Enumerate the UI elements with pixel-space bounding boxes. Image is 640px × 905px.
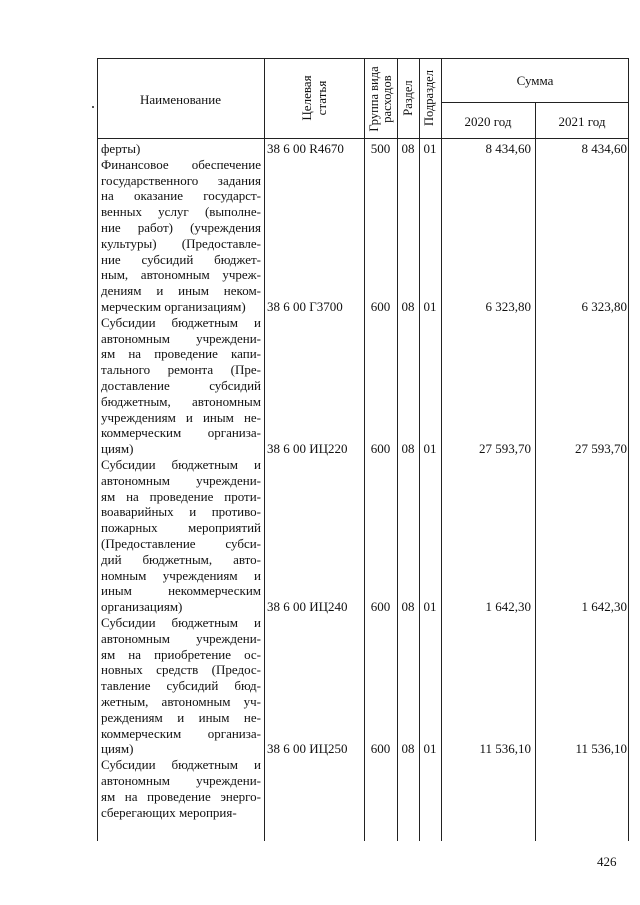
row-name-line: реждениям и иным не-	[101, 709, 261, 725]
row-name-line: бюджетным, автономным	[101, 393, 261, 409]
row-name	[101, 141, 261, 157]
row-name-line: Субсидии бюджетным и	[101, 457, 261, 472]
row-expense-group: 600	[370, 599, 391, 615]
row-name-line: Субсидии бюджетным и	[101, 314, 261, 330]
row-name-line: иным некоммерческим	[101, 583, 261, 599]
header-year-2020: 2020 год	[464, 114, 512, 129]
row-name-line: дий бюджетным, авто-	[101, 551, 261, 567]
row-name-line: (Предоставление субси-	[101, 535, 261, 551]
row-target-article: 38 6 00 R4670	[267, 141, 344, 156]
row-name-line: автономным учреждени-	[101, 330, 261, 346]
row-name-line: на оказание государст-	[101, 188, 261, 204]
row-name-line: организациям)	[101, 599, 183, 615]
header-target: Целевая статья	[299, 75, 329, 121]
row-name-line: тавление субсидий бюд-	[101, 678, 261, 694]
header-expense-group: Группа вида расходов	[367, 66, 394, 132]
header-name: Наименование	[140, 92, 221, 107]
row-name	[101, 457, 261, 615]
row-subsection: 01	[423, 141, 437, 156]
header-bottom-line	[97, 138, 629, 139]
row-name	[101, 757, 261, 820]
row-name-line: Субсидии бюджетным и	[101, 615, 261, 630]
row-subsection: 01	[423, 599, 437, 615]
row-name-line: Субсидии бюджетным и	[101, 757, 261, 773]
row-name-line: ям на проведение капи-	[101, 346, 261, 362]
row-name-line: пожарных мероприятий	[101, 520, 261, 536]
row-sum-2020: 6 323,80	[485, 299, 531, 314]
row-name-line: новных средств (Предос-	[101, 662, 261, 678]
row-sum-2020: 11 536,10	[479, 741, 531, 757]
row-section: 08	[401, 141, 415, 156]
row-name	[101, 157, 261, 315]
row-name-line: тального ремонта (Пре-	[101, 362, 261, 378]
row-target-article: 38 6 00 ИЦ240	[267, 599, 348, 615]
row-sum-2021: 27 593,70	[575, 441, 627, 457]
row-name-line: автономным учреждени-	[101, 472, 261, 488]
row-expense-group: 600	[370, 299, 391, 314]
row-name-line: ям на проведение проти-	[101, 488, 261, 504]
row-name-line: ям на приобретение ос-	[101, 646, 261, 662]
row-name-line: автономным учреждени-	[101, 772, 261, 788]
row-section: 08	[401, 441, 415, 457]
row-target-article: 38 6 00 ИЦ250	[267, 741, 348, 757]
row-name-line: сберегающих мероприя-	[101, 804, 237, 820]
row-name-line: ние субсидий бюджет-	[101, 251, 261, 267]
row-expense-group: 600	[370, 441, 391, 457]
row-name-line: ферты)	[101, 141, 141, 156]
row-name-line: доставление субсидий	[101, 377, 261, 393]
header-subsection: Подраздел	[422, 70, 436, 126]
sum-header-divider	[441, 102, 629, 103]
row-expense-group: 600	[370, 741, 391, 757]
row-subsection: 01	[423, 741, 437, 757]
row-name	[101, 615, 261, 757]
row-sum-2020: 27 593,70	[479, 441, 531, 457]
row-subsection: 01	[423, 441, 437, 457]
row-sum-2021: 1 642,30	[581, 599, 627, 615]
row-target-article: 38 6 00 Г3700	[267, 299, 343, 314]
row-subsection: 01	[423, 299, 437, 314]
budget-table	[97, 58, 629, 841]
table-border-right	[628, 58, 629, 841]
row-name-line: циям)	[101, 441, 134, 457]
row-name-line: воаварийных и противо-	[101, 504, 261, 520]
row-name-line: ние работ) (учреждения	[101, 219, 261, 235]
row-target-article: 38 6 00 ИЦ220	[267, 441, 348, 457]
row-name-line: культуры) (Предоставле-	[101, 235, 261, 251]
row-name-line: циям)	[101, 741, 134, 757]
row-name-line: Финансовое обеспечение	[101, 156, 261, 172]
row-name-line: венных услуг (выполне-	[101, 204, 261, 220]
col-divider	[264, 58, 265, 841]
row-sum-2021: 8 434,60	[581, 141, 627, 156]
row-section: 08	[401, 741, 415, 757]
row-name-line: коммерческим организа-	[101, 425, 261, 441]
row-name-line: автономным учреждени-	[101, 630, 261, 646]
page-number: 426	[597, 854, 617, 869]
row-name-line: ям на проведение энерго-	[101, 788, 261, 804]
row-expense-group: 500	[370, 141, 391, 156]
row-sum-2021: 11 536,10	[575, 741, 627, 757]
col-divider	[535, 102, 536, 841]
row-name-line: жетным, автономным уч-	[101, 693, 261, 709]
row-name-line: дениям и иным неком-	[101, 283, 261, 299]
table-border-left	[97, 58, 98, 841]
row-name-line: мерческим организациям)	[101, 298, 246, 314]
row-section: 08	[401, 299, 415, 314]
row-sum-2020: 1 642,30	[485, 599, 531, 615]
row-sum-2020: 8 434,60	[485, 141, 531, 156]
header-section: Раздел	[401, 80, 415, 116]
header-sum: Сумма	[516, 73, 554, 88]
table-border-top	[97, 58, 629, 59]
margin-mark	[92, 106, 94, 108]
row-sum-2021: 6 323,80	[581, 299, 627, 314]
row-name-line: государственного задания	[101, 172, 261, 188]
row-name-line: номным учреждениям и	[101, 567, 261, 583]
row-name-line: учреждениям и иным не-	[101, 409, 261, 425]
header-year-2021: 2021 год	[558, 114, 606, 129]
row-section: 08	[401, 599, 415, 615]
row-name-line: коммерческим организа-	[101, 725, 261, 741]
row-name-line: ным, автономным учреж-	[101, 267, 261, 283]
row-name	[101, 315, 261, 457]
